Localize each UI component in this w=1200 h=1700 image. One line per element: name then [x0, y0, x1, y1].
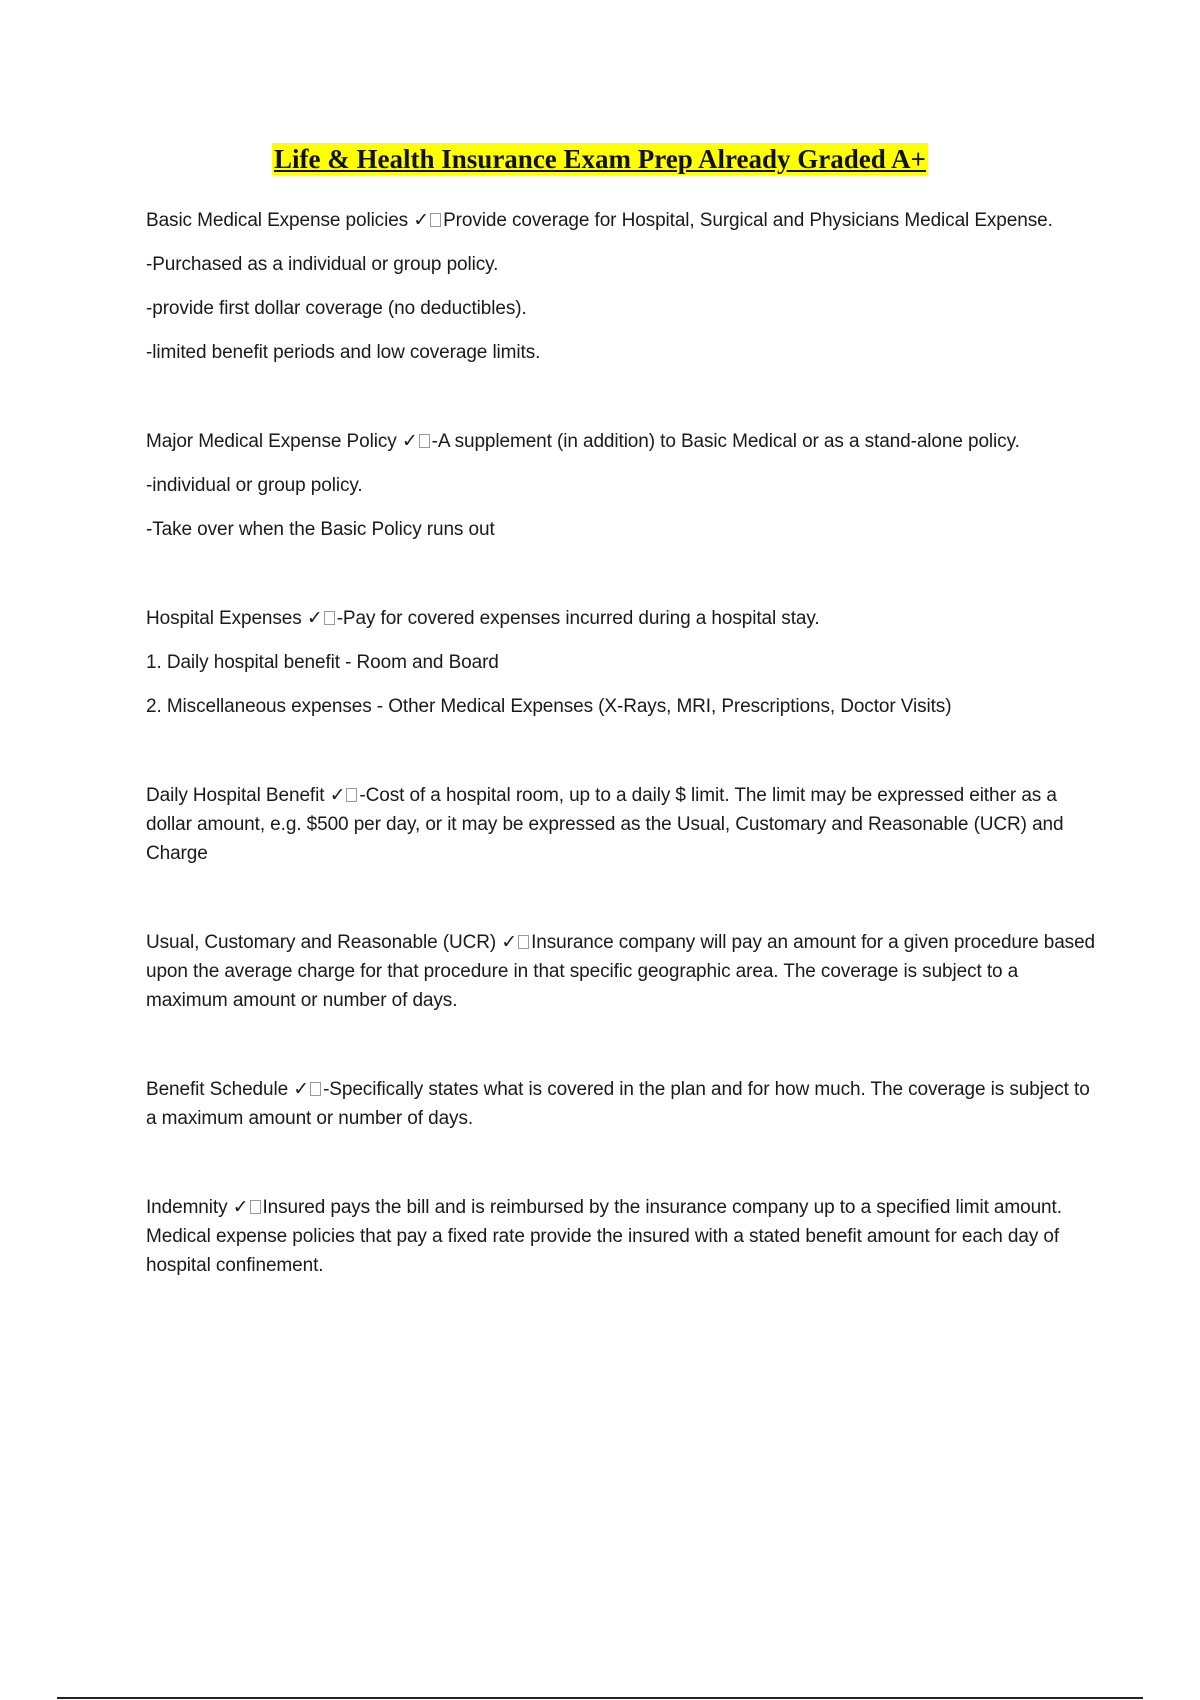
detail-line: -provide first dollar coverage (no deductibles).: [146, 298, 527, 319]
placeholder-box-icon: [430, 213, 441, 227]
term: Daily Hospital Benefit: [146, 785, 325, 806]
term-definition-paragraph: [146, 604, 1096, 633]
flashcard-indemnity: [146, 1193, 1096, 1280]
definition: -A supplement (in addition) to Basic Medical or as a stand-alone policy.: [431, 431, 1020, 452]
term-definition-paragraph: [146, 1075, 1096, 1133]
check-icon: ✓: [306, 608, 323, 629]
flashcard-basic-medical: [146, 206, 1096, 367]
document-title: Life & Health Insurance Exam Prep Already Graded A+: [274, 144, 926, 174]
term-definition-paragraph: [146, 781, 1096, 868]
detail-line: -individual or group policy.: [146, 475, 363, 496]
detail-line: -limited benefit periods and low coverage limits.: [146, 342, 541, 363]
term: Benefit Schedule: [146, 1079, 289, 1100]
flashcard-benefit-schedule: [146, 1075, 1096, 1133]
detail-line: -Purchased as a individual or group policy.: [146, 254, 499, 275]
definition: Insurance company will pay an amount for a given procedure based upon the average charge for that procedure in that specific geographic area. The coverage is subject to a maximum amount or number of days.: [146, 932, 1096, 1011]
flashcard-ucr: [146, 928, 1096, 1015]
check-icon: ✓: [501, 932, 518, 953]
title-container: [0, 143, 1200, 175]
term-definition-paragraph: [146, 928, 1096, 1015]
placeholder-box-icon: [310, 1082, 321, 1096]
flashcard-hospital-expenses: [146, 604, 1096, 721]
placeholder-box-icon: [419, 434, 430, 448]
definition: -Specifically states what is covered in the plan and for how much. The coverage is subject to a maximum amount or number of days.: [146, 1079, 1090, 1129]
definition: -Pay for covered expenses incurred during a hospital stay.: [336, 608, 820, 629]
footer-divider: [57, 1697, 1143, 1699]
detail-line: -Take over when the Basic Policy runs out: [146, 519, 495, 540]
check-icon: ✓: [232, 1197, 249, 1218]
term-definition-paragraph: [146, 1193, 1096, 1280]
placeholder-box-icon: [250, 1200, 261, 1214]
term: Major Medical Expense Policy: [146, 431, 397, 452]
term-definition-paragraph: [146, 427, 1096, 456]
term: Indemnity: [146, 1197, 228, 1218]
detail-line: 1. Daily hospital benefit - Room and Board: [146, 652, 499, 673]
definition: Insured pays the bill and is reimbursed by the insurance company up to a specified limit amount. Medical expense policies that pay a fixed rate provide the insured with a stated benefit amount for each day of hospital confinement.: [146, 1197, 1062, 1276]
document-body: [146, 206, 1096, 1280]
flashcard-major-medical: [146, 427, 1096, 544]
placeholder-box-icon: [324, 611, 335, 625]
check-icon: ✓: [413, 210, 430, 231]
definition: Provide coverage for Hospital, Surgical and Physicians Medical Expense.: [443, 210, 1053, 231]
term: Usual, Customary and Reasonable (UCR): [146, 932, 497, 953]
placeholder-box-icon: [346, 788, 357, 802]
check-icon: ✓: [329, 785, 346, 806]
placeholder-box-icon: [518, 935, 529, 949]
check-icon: ✓: [293, 1079, 310, 1100]
term: Basic Medical Expense policies: [146, 210, 409, 231]
term-definition-paragraph: [146, 206, 1096, 235]
definition: -Cost of a hospital room, up to a daily $ limit. The limit may be expressed either as a dollar amount, e.g. $500 per day, or it may be expressed as the Usual, Customary and Reasonable (UCR) and Charge: [146, 785, 1064, 864]
check-icon: ✓: [401, 431, 418, 452]
term: Hospital Expenses: [146, 608, 302, 629]
detail-line: 2. Miscellaneous expenses - Other Medical Expenses (X-Rays, MRI, Prescriptions, Doctor Visits): [146, 696, 952, 717]
flashcard-daily-hospital-benefit: [146, 781, 1096, 868]
